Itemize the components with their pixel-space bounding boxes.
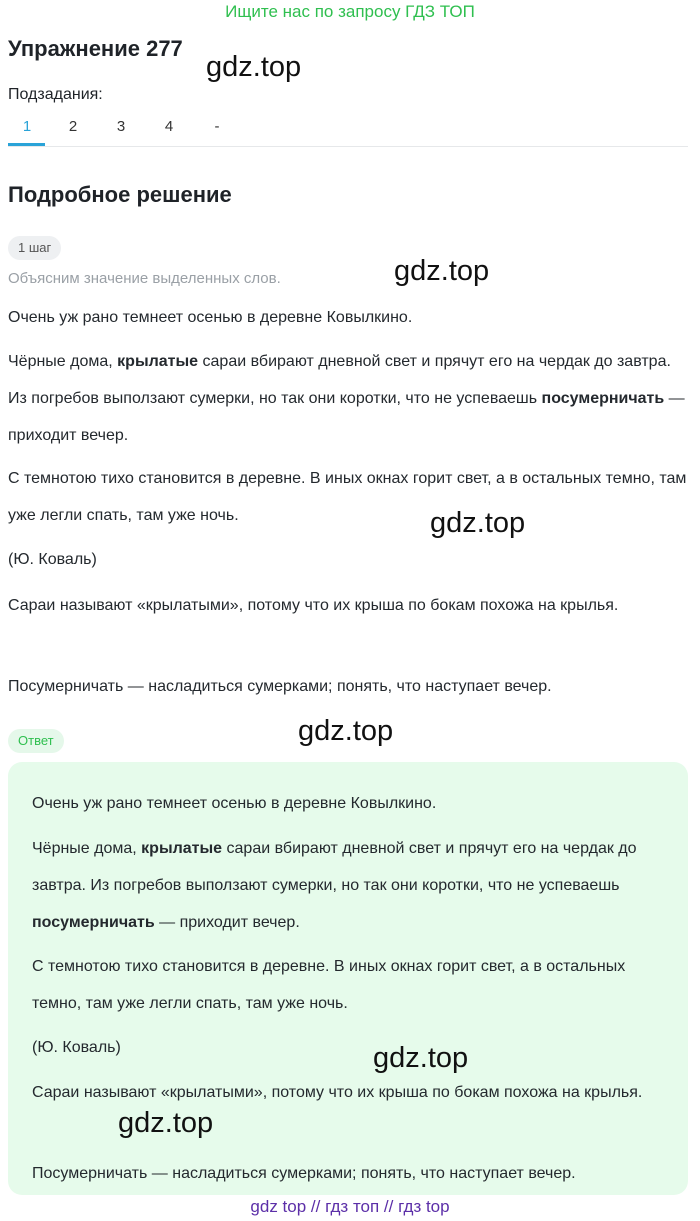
answer-badge: Ответ [8,729,64,753]
answer-paragraph: Сараи называют «крылатыми», потому что их крыша по бокам похожа на крылья. [32,1084,643,1101]
watermark: gdz.top [118,1107,214,1139]
watermark: gdz.top [373,1042,469,1074]
subtasks-label: Подзадания: [8,86,103,103]
subtask-tabs [8,112,688,147]
answer-paragraph: С темнотою тихо становится в деревне. В иных окнах горит свет, а в остальных темно, там уже легли спать, там уже ночь. [32,958,626,1012]
solution-title: Подробное решение [8,182,232,207]
answer-citation: (Ю. Коваль) [32,1039,121,1056]
answer-paragraph: Чёрные дома, крылатые сараи вбирают дневной свет и прячут его на чердак до завтра. Из погребов выползают сумерки, но так они коротки, что не успеваешь посумерничать — приходит вечер. [32,840,637,931]
highlighted-word: посумерничать [32,914,155,931]
step-hint: Объясним значение выделенных слов. [8,270,281,287]
tab-4[interactable]: 4 [164,118,174,135]
highlighted-word: посумерничать [541,390,665,407]
highlighted-word: крылатые [141,840,223,857]
answer-paragraph: Очень уж рано темнеет осенью в деревне Ковылкино. [32,795,437,812]
watermark: gdz.top [430,507,526,539]
active-tab-indicator [8,143,45,146]
footer-links[interactable]: gdz top // гдз топ // гдз top [250,1197,450,1216]
solution-paragraph: Посумерничать — насладиться сумерками; понять, что наступает вечер. [8,678,552,695]
exercise-title: Упражнение 277 [8,36,183,61]
search-banner[interactable]: Ищите нас по запросу ГДЗ ТОП [225,2,475,21]
tab-3[interactable]: 3 [116,118,126,135]
answer-box [8,762,688,1195]
tab-more[interactable]: - [214,118,220,135]
answer-paragraph: Посумерничать — насладиться сумерками; понять, что наступает вечер. [32,1165,576,1182]
solution-citation: (Ю. Коваль) [8,551,97,568]
solution-paragraph: Сараи называют «крылатыми», потому что их крыша по бокам похожа на крылья. [8,597,619,614]
solution-paragraph: Чёрные дома, крылатые сараи вбирают дневной свет и прячут его на чердак до завтра. Из погребов выползают сумерки, но так они коротки, что не успеваешь посумерничать — приходит вечер. [8,353,685,444]
solution-paragraph: С темнотою тихо становится в деревне. В иных окнах горит свет, а в остальных темно, там уже легли спать, там уже ночь. [8,470,687,524]
solution-paragraph: Очень уж рано темнеет осенью в деревне Ковылкино. [8,309,413,326]
step-badge: 1 шаг [8,236,61,260]
highlighted-word: крылатые [117,353,199,370]
watermark: gdz.top [206,51,302,83]
watermark: gdz.top [298,715,394,747]
watermark: gdz.top [394,255,490,287]
tab-1[interactable]: 1 [22,118,32,135]
tab-2[interactable]: 2 [68,118,78,135]
